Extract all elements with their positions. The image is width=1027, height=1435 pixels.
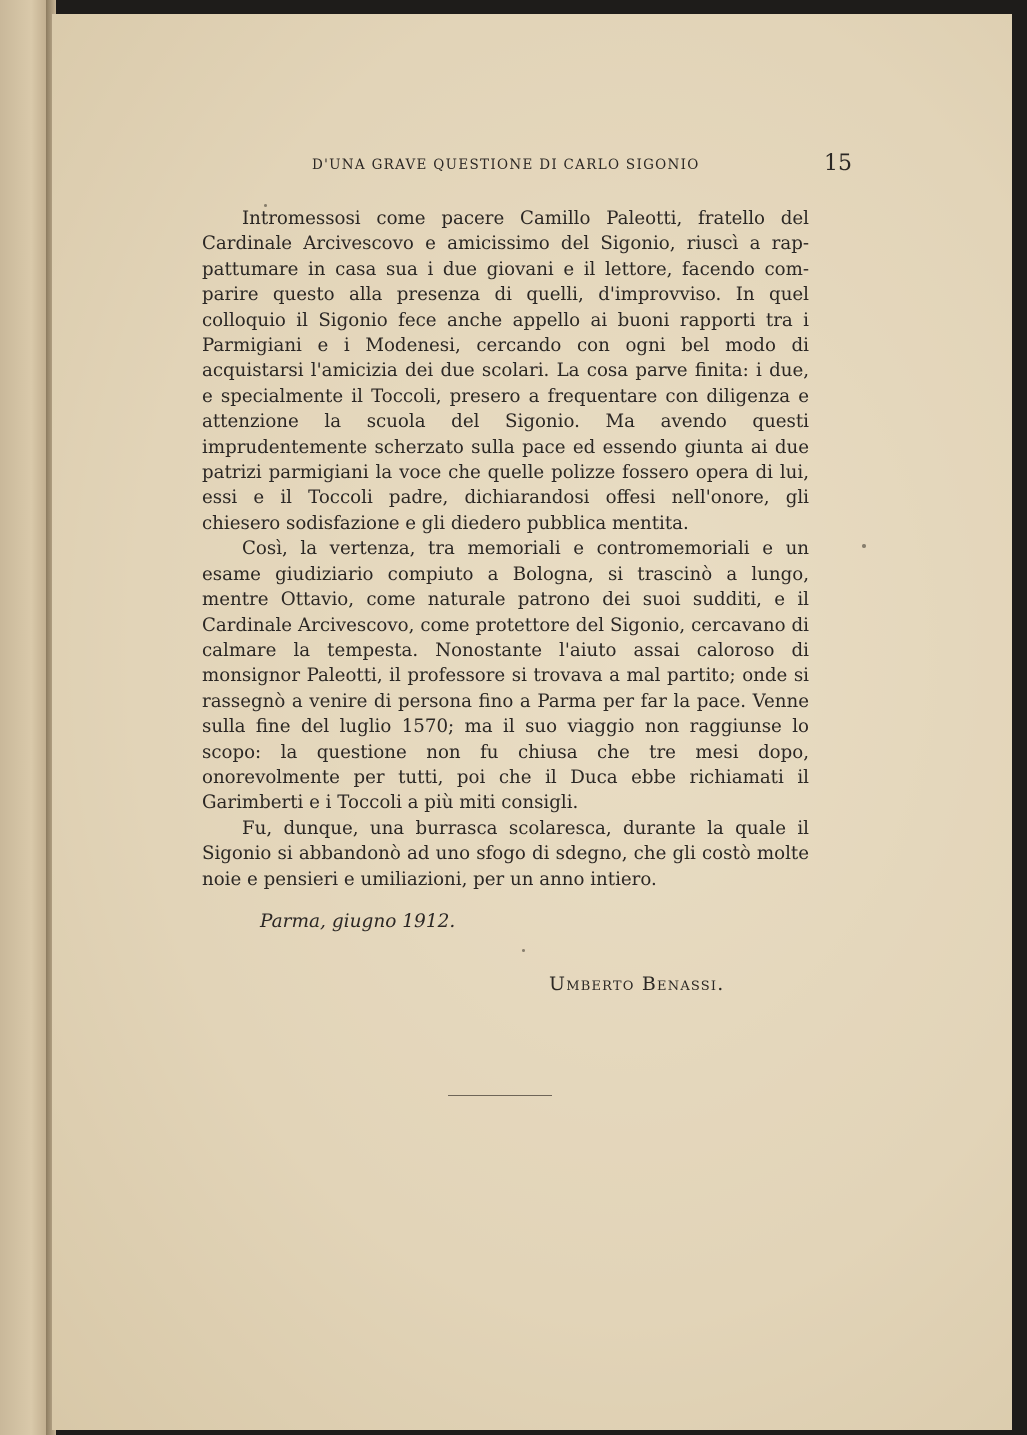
paragraph-3: Fu, dunque, una burrasca scolaresca, durante la quale il Sigonio si abbandonò ad uno sfogo di sdegno, che gli costò molte noie e pensieri e umiliazioni, per un anno intiero. xyxy=(202,817,809,890)
paper-speck xyxy=(264,204,267,207)
closing-rule xyxy=(448,1095,552,1096)
paragraph-1: Intromessosi come pacere Camillo Paleotti, fratello del Cardinale Arcivescovo e amicissimo del Sigonio, riuscì a rappattumare in casa sua i due giovani e il lettore, facendo comparire questo alla presenza di quelli, d'improvviso. In quel colloquio il Sigonio fece anche appello ai buoni rapporti tra i Parmigiani e i Modenesi, cercando con ogni bel modo di acquistarsi l'amicizia dei due scolari. La cosa parve finita: i due, e specialmente il Toccoli, presero a frequentare con diligenza e attenzione la scuola del Sigonio. Ma avendo questi imprudentemente scherzato sulla pace ed essendo giunta ai due patrizi parmigiani la voce che quelle polizze fossero opera di lui, essi e il Toccoli padre, dichiarandosi offesi nell'onore, gli chiesero sodisfazione e gli diedero pubblica mentita. xyxy=(202,208,809,534)
running-head-title: D'UNA GRAVE QUESTIONE DI CARLO SIGONIO xyxy=(312,157,700,173)
paper-speck xyxy=(862,544,866,548)
body-text xyxy=(202,206,809,892)
paper-speck xyxy=(522,949,525,952)
paragraph-2: Così, la vertenza, tra memoriali e contromemoriali e un esame giudiziario compiuto a Bologna, si trascinò a lungo, mentre Ottavio, come naturale patrono dei suoi sudditi, e il Cardinale Arcivescovo, come protettore del Sigonio, cercavano di calmare la tempesta. Nonostante l'aiuto assai caloroso di monsignor Paleotti, il professore si trovava a mal partito; onde si rassegnò a venire di persona fino a Parma per far la pace. Venne sulla fine del luglio 1570; ma il suo viaggio non raggiunse lo scopo: la questione non fu chiusa che tre mesi dopo, onorevolmente per tutti, poi che il Duca ebbe richiamati il Garimberti e i Toccoli a più miti consigli. xyxy=(202,538,809,814)
page-number: 15 xyxy=(824,151,852,176)
facing-page-edge xyxy=(0,0,52,1435)
running-head xyxy=(312,149,852,179)
book-page xyxy=(52,14,1012,1430)
dateline: Parma, giugno 1912. xyxy=(260,911,456,932)
author-signature: Umberto Benassi. xyxy=(549,973,725,995)
